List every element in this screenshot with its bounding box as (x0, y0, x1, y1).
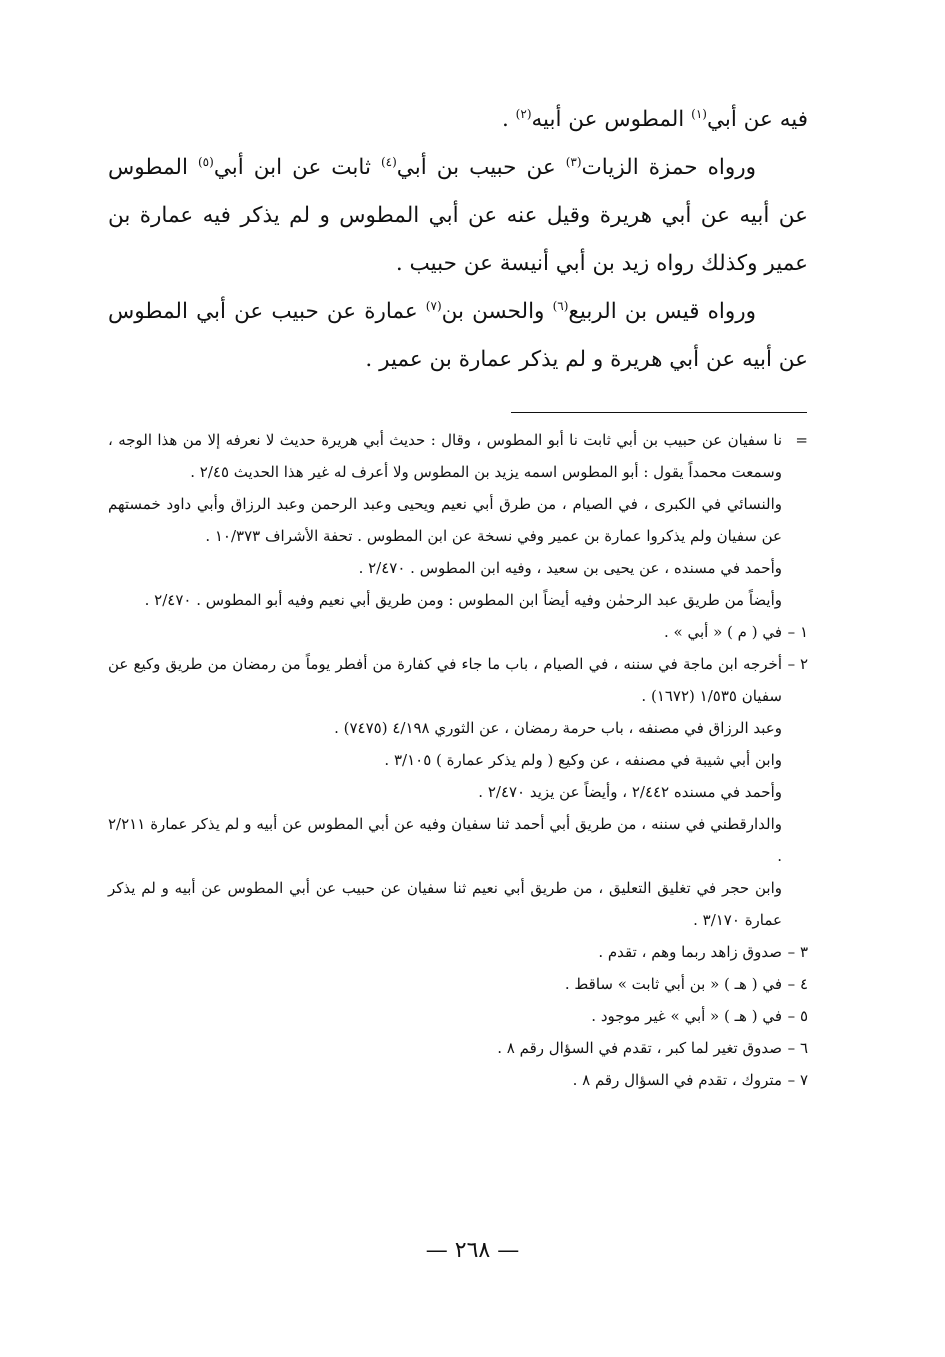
footnote-number: ١ – (787, 623, 808, 641)
footnote-text: في ( م ) « أبي » . (663, 623, 782, 641)
text-span: المطوس عن أبيه (531, 107, 692, 132)
footnote-separator (511, 412, 807, 413)
footnote-continuation-3: وأحمد في مسنده ، عن يحيى بن سعيد ، وفيه ابن المطوس . ٢/٤٧٠ . (358, 559, 782, 577)
footnote-2 (108, 648, 808, 712)
footnote-number: ٦ – (787, 1039, 808, 1057)
footnote-number: ٤ – (787, 975, 808, 993)
footnote-continuation-2: والنسائي في الكبرى ، في الصيام ، من طرق أبي نعيم ويحيى وعبد الرحمن وعبد الرزاق وأبي داود خمستهم عن سفيان ولم يذكروا عمارة بن عمير وفي نسخة عن ابن المطوس . تحفة الأشراف ١٠/٣٧٣ . (108, 495, 782, 545)
footnote-2-source-2: وابن أبي شيبة في مصنفه ، عن وكيع ( ولم يذكر عمارة ) ٣/١٠٥ . (384, 751, 782, 769)
footnote-2-source-1: وعبد الرزاق في مصنفه ، باب حرمة رمضان ، عن الثوري ٤/١٩٨ (٧٤٧٥) . (334, 719, 782, 737)
footnote-7 (108, 1064, 808, 1096)
footnote-2-source-5: وابن حجر في تغليق التعليق ، من طريق أبي نعيم ثنا سفيان عن حبيب عن أبي المطوس عن أبيه و لم يذكر عمارة ٣/١٧٠ . (108, 879, 782, 929)
text-span: . (502, 107, 516, 132)
footnote-number: ٥ – (787, 1007, 808, 1025)
footnote-2-source-4: والدارقطني في سننه ، من طريق أبي أحمد ثنا سفيان وفيه عن أبي المطوس عن أبيه و لم يذكر عمارة ٢/٢١١ . (108, 815, 782, 865)
paragraph-2 (108, 144, 808, 288)
main-text-block (108, 96, 808, 384)
footnote-ref-3[interactable]: (٣) (565, 154, 582, 169)
footnote-continuation (108, 424, 808, 488)
footnote-text: في ( هـ ) « أبي » غير موجود . (591, 1007, 782, 1025)
page-number: — ٢٦٨ — (425, 1238, 520, 1263)
footnote-number: ٣ – (787, 943, 808, 961)
footnote-text: صدوق تغير لما كبر ، تقدم في السؤال رقم ٨ . (497, 1039, 782, 1057)
footnote-number: ٢ – (787, 655, 808, 673)
footnote-1 (108, 616, 808, 648)
text-span: عمارة عن حبيب عن أبي المطوس عن أبيه عن أبي هريرة و لم يذكر عمارة بن عمير . (108, 299, 808, 372)
footnote-text: نا سفيان عن حبيب بن أبي ثابت نا أبو المطوس ، وقال : حديث أبي هريرة حديث لا نعرفه إلا من هذا الوجه ، وسمعت محمداً يقول : أبو المطوس اسمه يزيد بن المطوس ولا أعرف له غير هذا الحديث ٢/٤٥ . (108, 431, 782, 481)
footnote-number: ٧ – (787, 1071, 808, 1089)
footnote-ref-6[interactable]: (٦) (552, 298, 569, 313)
footnote-text: صدوق زاهد ربما وهم ، تقدم . (598, 943, 782, 961)
footnote-4 (108, 968, 808, 1000)
footnote-6 (108, 1032, 808, 1064)
text-span: والحسن بن (441, 299, 553, 324)
continuation-mark: = (795, 431, 808, 449)
footnote-ref-4[interactable]: (٤) (380, 154, 397, 169)
paragraph-3 (108, 288, 808, 384)
paragraph-1 (108, 96, 808, 144)
text-span: ورواه حمزة الزيات (581, 155, 756, 180)
text-span: عن حبيب بن أبي (396, 155, 566, 180)
footnote-5 (108, 1000, 808, 1032)
footnotes-block (108, 424, 808, 1096)
footnote-text: في ( هـ ) « بن أبي ثابت » ساقط . (564, 975, 782, 993)
footnote-ref-5[interactable]: (٥) (197, 154, 214, 169)
footnote-continuation-4: وأيضاً من طريق عبد الرحمٰن وفيه أيضاً ابن المطوس : ومن طريق أبي نعيم وفيه أبو المطوس . ٢/٤٧٠ . (144, 591, 782, 609)
footnote-text: متروك ، تقدم في السؤال رقم ٨ . (572, 1071, 782, 1089)
text-span: ثابت عن ابن أبي (213, 155, 381, 180)
text-span: المطوس عن أبيه عن أبي هريرة وقيل عنه عن أبي المطوس و لم يذكر فيه عمارة بن عمير وكذلك رواه زيد بن أبي أنيسة عن حبيب . (108, 155, 808, 276)
footnote-text: أخرجه ابن ماجة في سننه ، في الصيام ، باب ما جاء في كفارة من أفطر يوماً من رمضان من طريق وكيع عن سفيان ١/٥٣٥ (١٦٧٢) . (108, 655, 782, 705)
footnote-2-source-3: وأحمد في مسنده ٢/٤٤٢ ، وأيضاً عن يزيد ٢/٤٧٠ . (478, 783, 782, 801)
text-span: فيه عن أبي (706, 107, 808, 132)
footnote-ref-1[interactable]: (١) (691, 106, 707, 121)
footnote-ref-2[interactable]: (٢) (515, 106, 532, 121)
footnote-ref-7[interactable]: (٧) (425, 298, 442, 313)
footnote-3 (108, 936, 808, 968)
text-span: ورواه قيس بن الربيع (568, 299, 756, 324)
